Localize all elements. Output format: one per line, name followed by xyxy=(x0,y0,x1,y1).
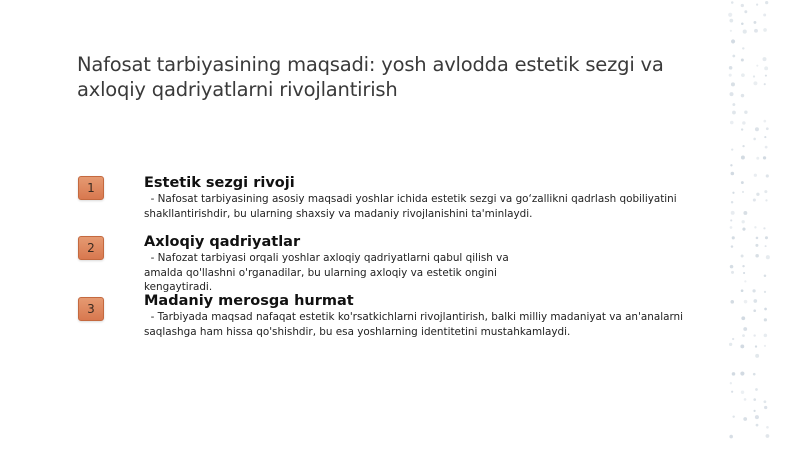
item-heading: Madaniy merosga hurmat xyxy=(144,293,354,309)
decor-dot xyxy=(730,226,733,229)
decor-dot xyxy=(742,228,745,231)
decor-dot xyxy=(741,22,744,25)
decor-dot xyxy=(732,415,734,417)
decor-dot xyxy=(742,145,744,147)
decor-dot xyxy=(743,327,747,331)
decor-dot xyxy=(741,289,744,292)
decor-dot xyxy=(754,21,757,24)
decor-dot xyxy=(764,334,768,338)
item-heading: Estetik sezgi rivoji xyxy=(144,175,295,191)
decor-dot xyxy=(729,435,733,439)
decor-dot xyxy=(730,121,734,125)
decor-dot xyxy=(764,136,766,138)
decor-dot xyxy=(730,265,734,269)
decor-dot xyxy=(755,254,759,258)
decor-dot xyxy=(755,345,757,347)
decor-dot xyxy=(741,156,745,160)
decor-dot xyxy=(743,211,747,215)
decor-dot xyxy=(744,111,747,114)
decor-dot xyxy=(753,309,756,312)
decor-dot xyxy=(740,344,744,348)
decor-dot xyxy=(741,316,745,320)
decor-dot xyxy=(753,373,756,376)
decor-dot xyxy=(753,410,755,412)
decor-dot xyxy=(732,111,736,115)
decor-dot xyxy=(742,265,744,267)
decor-dot xyxy=(731,82,735,86)
decor-dot xyxy=(754,226,756,228)
decor-dot xyxy=(730,219,732,221)
decor-dot xyxy=(731,201,733,203)
list-item-body xyxy=(144,233,529,295)
decor-dot xyxy=(731,211,735,215)
decor-dot xyxy=(755,388,758,391)
decor-dot xyxy=(741,391,744,394)
decor-dot xyxy=(765,75,767,77)
decor-dot xyxy=(755,354,759,358)
decorative-dot-pattern xyxy=(726,0,770,449)
decor-dot xyxy=(731,391,733,393)
decor-dot xyxy=(756,237,759,240)
decor-dot xyxy=(766,434,770,438)
decor-dot xyxy=(764,83,766,85)
decor-dot xyxy=(756,65,758,67)
decor-dot xyxy=(728,13,732,17)
decor-dot xyxy=(753,198,756,201)
list-item-body xyxy=(144,292,714,339)
decor-dot xyxy=(743,30,747,34)
decor-dot xyxy=(764,275,767,278)
decor-dot xyxy=(740,371,744,375)
decor-dot xyxy=(732,103,735,106)
item-description: - Nafosat tarbiyasining asosiy maqsadi yoshlar ichida estetik sezgi va go‘zallikni qadrlash qobiliyatini shakllantirishdir, bu ularning shaxsiy va madaniy rivojlanishini ta'minlaydi. xyxy=(144,193,680,220)
decor-dot xyxy=(730,382,732,384)
decor-dot xyxy=(731,271,734,274)
decor-dot xyxy=(756,157,759,160)
decor-dot xyxy=(756,424,759,427)
decor-dot xyxy=(764,308,767,311)
decor-dot xyxy=(756,193,759,196)
decor-dot xyxy=(730,164,732,166)
decor-dot xyxy=(732,192,734,194)
decor-dot xyxy=(754,174,757,177)
decor-dot xyxy=(753,138,756,141)
decor-dot xyxy=(741,73,745,77)
item-description: - Nafozat tarbiyasi orqali yoshlar axloqiy qadriyatlarni qabul qilish va amalda qo'llashni o'rganadilar, bu ularning axloqiy va estetik ongini kengaytiradi. xyxy=(144,252,512,293)
decor-dot xyxy=(729,19,733,23)
decor-dot xyxy=(732,236,735,239)
decor-dot xyxy=(765,245,767,247)
decor-dot xyxy=(729,343,732,346)
decor-dot xyxy=(744,300,748,304)
decor-dot xyxy=(764,318,767,321)
decor-dot xyxy=(765,146,768,149)
decor-dot xyxy=(744,280,746,282)
decor-dot xyxy=(742,47,744,49)
decor-dot xyxy=(764,190,767,193)
decor-dot xyxy=(731,245,733,247)
number-badge: 3 xyxy=(78,297,104,321)
dot-pattern-graphic xyxy=(726,0,770,449)
decor-dot xyxy=(763,120,766,123)
item-description: - Tarbiyada maqsad nafaqat estetik ko'rsatkichlarni rivojlantirish, balki milliy madaniyat va an'analarni saqlashga ham hissa qo'shishdir, bu esa yoshlarning identitetini mustahkamlaydi. xyxy=(144,311,687,338)
decor-dot xyxy=(764,345,766,347)
decor-dot xyxy=(741,4,744,7)
decor-dot xyxy=(766,255,770,259)
decor-dot xyxy=(742,121,745,124)
decor-dot xyxy=(731,39,735,43)
decor-dot xyxy=(755,244,758,247)
decor-dot xyxy=(742,334,745,337)
decor-dot xyxy=(752,289,755,292)
decor-dot xyxy=(743,272,745,274)
decor-dot xyxy=(732,55,735,58)
decor-dot xyxy=(764,400,767,403)
decor-dot xyxy=(741,181,744,184)
decor-dot xyxy=(731,1,734,4)
decor-dot xyxy=(765,199,767,201)
decor-dot xyxy=(753,75,755,77)
decor-dot xyxy=(753,81,757,85)
decor-dot xyxy=(742,191,744,193)
decor-dot xyxy=(744,398,747,401)
decor-dot xyxy=(755,415,759,419)
decor-dot xyxy=(765,236,768,239)
decor-dot xyxy=(730,300,734,304)
decor-dot xyxy=(763,28,767,32)
decor-dot xyxy=(764,406,767,409)
decor-dot xyxy=(729,66,733,70)
decor-dot xyxy=(764,291,766,293)
decor-dot xyxy=(766,127,769,130)
decor-dot xyxy=(742,220,745,223)
decor-dot xyxy=(764,66,768,70)
decor-dot xyxy=(765,1,768,4)
decor-dot xyxy=(730,30,732,32)
decor-dot xyxy=(741,128,743,130)
decor-dot xyxy=(763,227,765,229)
decor-dot xyxy=(753,398,756,401)
decor-dot xyxy=(730,92,734,96)
decor-dot xyxy=(766,426,769,429)
decor-dot xyxy=(753,334,755,336)
decor-dot xyxy=(743,417,747,421)
decor-dot xyxy=(729,74,732,77)
decor-dot xyxy=(763,57,767,61)
decor-dot xyxy=(763,13,766,16)
decor-dot xyxy=(732,372,736,376)
slide-title: Nafosat tarbiyasining maqsadi: yosh avlodda estetik sezgi va axloqiy qadriyatlarni rivojlantirish xyxy=(77,53,664,101)
decor-dot xyxy=(753,299,757,303)
decor-dot xyxy=(732,338,734,340)
decor-dot xyxy=(731,148,733,150)
decor-dot xyxy=(741,94,744,97)
decor-dot xyxy=(744,10,747,13)
decor-dot xyxy=(731,172,735,176)
number-badge: 2 xyxy=(78,236,104,260)
decor-dot xyxy=(763,156,766,159)
decor-dot xyxy=(754,29,758,33)
decor-dot xyxy=(756,4,758,6)
list-item-body xyxy=(144,174,704,221)
decor-dot xyxy=(766,174,769,177)
decor-dot xyxy=(741,58,744,61)
item-heading: Axloqiy qadriyatlar xyxy=(144,234,301,250)
decor-dot xyxy=(741,255,744,258)
decor-dot xyxy=(755,127,759,131)
number-badge: 1 xyxy=(78,176,104,200)
